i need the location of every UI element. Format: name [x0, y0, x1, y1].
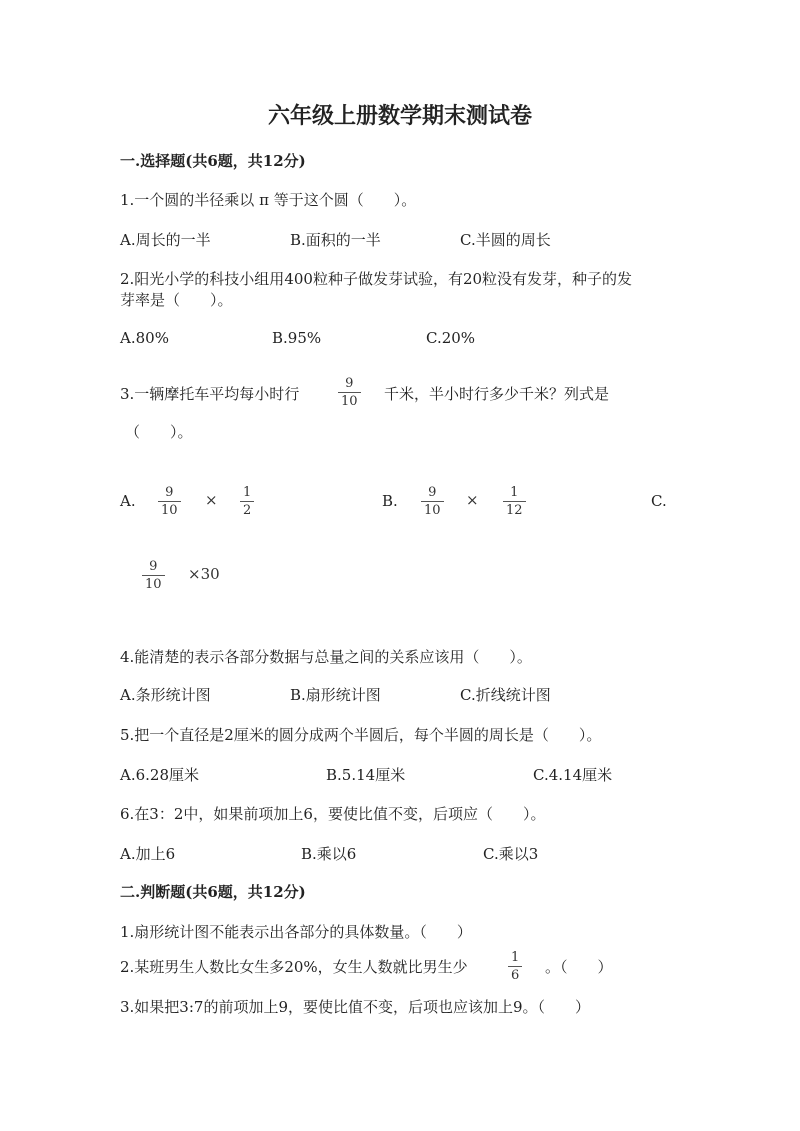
q3-option-a-fraction-2 [240, 485, 254, 518]
q5-option-b: B.5.14厘米 [326, 766, 406, 784]
fraction-numerator: 1 [243, 485, 252, 500]
fraction-numerator: 9 [149, 559, 158, 574]
judge-question-3: 3.如果把3:7的前项加上9，要使比值不变，后项也应该加上9。（ ） [120, 998, 591, 1016]
q2-option-c: C.20% [426, 329, 476, 347]
page-title: 六年级上册数学期末测试卷 [267, 103, 532, 129]
q3-option-c-tail: ×30 [188, 565, 220, 583]
q3-option-c-label: C. [651, 492, 667, 510]
fraction-bar [503, 501, 526, 502]
q3-option-b-label: B. [382, 492, 398, 510]
section-heading-choice: 一.选择题(共6题，共12分) [120, 152, 306, 170]
q1-option-b: B.面积的一半 [290, 231, 381, 249]
q2-option-a: A.80% [120, 329, 169, 347]
q6-option-b: B.乘以6 [301, 845, 357, 863]
question-4: 4.能清楚的表示各部分数据与总量之间的关系应该用（ ）。 [120, 648, 532, 666]
section-heading-judge: 二.判断题(共6题，共12分) [120, 883, 306, 901]
question-6: 6.在3：2中，如果前项加上6，要使比值不变，后项应（ ）。 [120, 805, 546, 823]
fraction-bar [142, 575, 165, 576]
fraction-bar [158, 501, 181, 502]
fraction-bar [240, 501, 254, 502]
question-5: 5.把一个直径是2厘米的圆分成两个半圆后，每个半圆的周长是（ ）。 [120, 726, 602, 744]
fraction-denominator: 6 [511, 968, 520, 983]
question-3-pre: 3.一辆摩托车平均每小时行 [120, 385, 300, 403]
fraction-numerator: 1 [511, 950, 520, 965]
q3-option-c-fraction [142, 559, 165, 592]
fraction-denominator: 10 [145, 577, 162, 592]
q3-option-a-label: A. [120, 492, 136, 510]
fraction-denominator: 10 [424, 503, 441, 518]
q5-option-c: C.4.14厘米 [533, 766, 613, 784]
fraction-bar [421, 501, 444, 502]
judge-q2-fraction [508, 950, 522, 983]
q6-option-c: C.乘以3 [483, 845, 539, 863]
q3-option-a-times: × [205, 491, 218, 509]
fraction-numerator: 1 [510, 485, 519, 500]
q5-option-a: A.6.28厘米 [120, 766, 199, 784]
q3-fraction-denominator: 10 [341, 394, 358, 409]
question-2-line1: 2.阳光小学的科技小组用400粒种子做发芽试验，有20粒没有发芽，种子的发 [120, 270, 633, 288]
q4-option-a: A.条形统计图 [120, 686, 211, 704]
question-2-line2: 芽率是（ ）。 [120, 291, 233, 309]
q4-option-c: C.折线统计图 [460, 686, 551, 704]
q3-fraction-numerator: 9 [345, 376, 354, 391]
q3-option-b-fraction-1 [421, 485, 444, 518]
q2-option-b: B.95% [272, 329, 322, 347]
fraction-denominator: 2 [243, 503, 252, 518]
q3-option-a-fraction-1 [158, 485, 181, 518]
fraction-bar [508, 966, 522, 967]
question-3-post: 千米，半小时行多少千米？列式是 [384, 385, 610, 403]
q3-option-b-times: × [466, 491, 479, 509]
judge-question-2-pre: 2.某班男生人数比女生多20%，女生人数就比男生少 [120, 958, 468, 976]
q3-option-b-fraction-2 [503, 485, 526, 518]
q4-option-b: B.扇形统计图 [290, 686, 381, 704]
fraction-numerator: 9 [428, 485, 437, 500]
question-1: 1.一个圆的半径乘以 π 等于这个圆（ ）。 [120, 191, 417, 209]
q3-fraction [338, 376, 361, 409]
fraction-denominator: 10 [161, 503, 178, 518]
q1-option-a: A.周长的一半 [120, 231, 211, 249]
question-3-line2: （ ）。 [125, 423, 193, 441]
q6-option-a: A.加上6 [120, 845, 176, 863]
fraction-numerator: 9 [165, 485, 174, 500]
judge-question-2-post: 。（ ） [545, 958, 613, 976]
fraction-bar [338, 392, 361, 393]
q1-option-c: C.半圆的周长 [460, 231, 551, 249]
judge-question-1: 1.扇形统计图不能表示出各部分的具体数量。（ ） [120, 923, 472, 941]
fraction-denominator: 12 [506, 503, 523, 518]
